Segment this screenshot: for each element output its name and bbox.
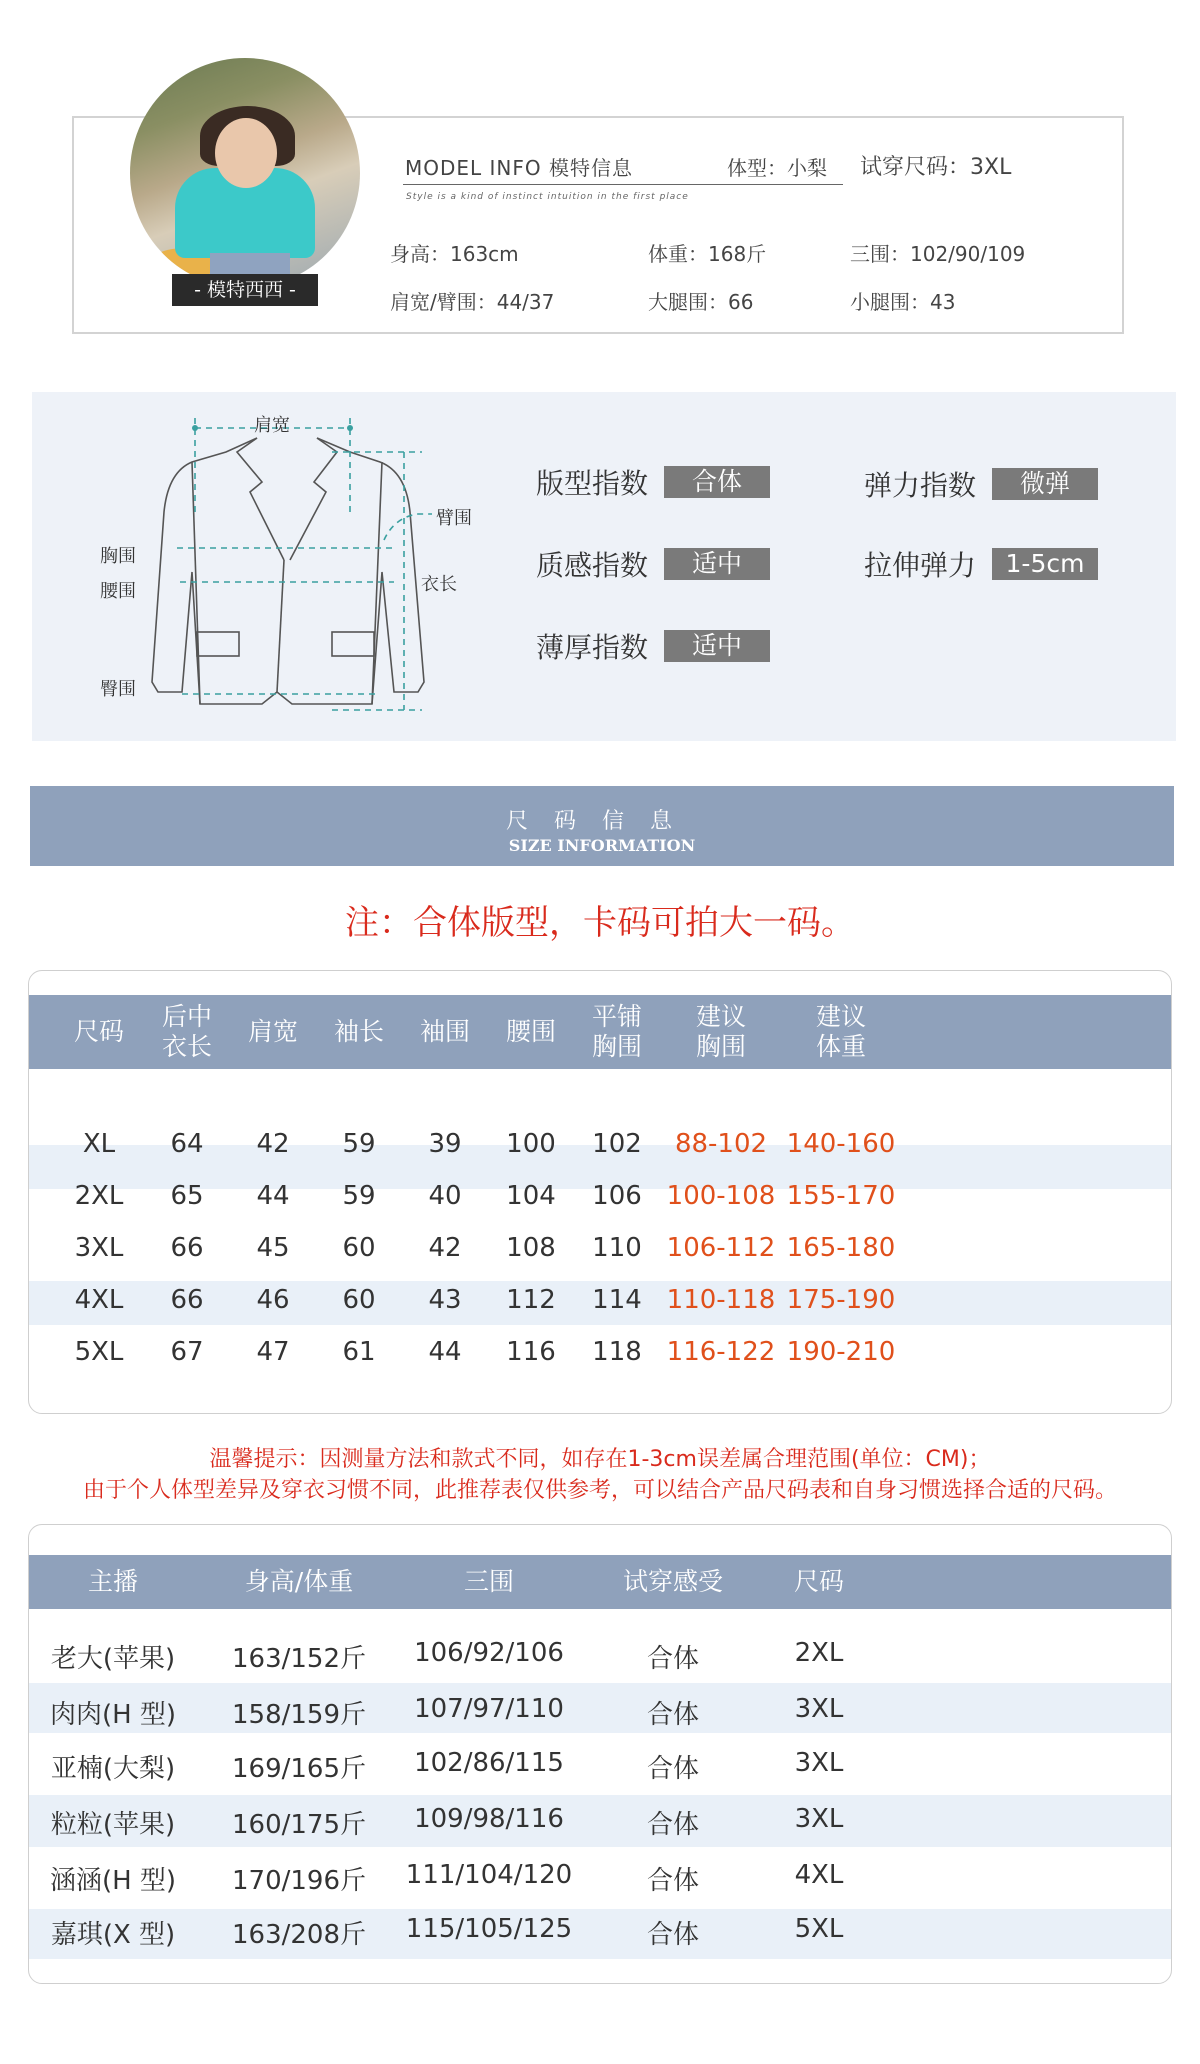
- size-cell: 44: [428, 1337, 462, 1367]
- model-body-type: 体型：小梨: [727, 156, 827, 180]
- trial-cell: 合体: [646, 1866, 699, 1896]
- diagram-length-label: 衣长: [421, 574, 457, 595]
- size-cell: 190-210: [786, 1337, 896, 1367]
- size-header-cell: 袖长: [333, 1017, 384, 1046]
- tip-line-2: 由于个人体型差异及穿衣习惯不同，此推荐表仅供参考，可以结合产品尺码表和自身习惯选择合适的尺码。: [82, 1478, 1117, 1503]
- texture-index-value: 适中: [664, 548, 770, 580]
- trial-header-cell: 三围: [463, 1567, 514, 1596]
- trial-header-cell: 身高/体重: [244, 1567, 354, 1596]
- size-cell: 67: [170, 1337, 204, 1367]
- size-cell: 140-160: [786, 1129, 896, 1159]
- size-cell: 47: [256, 1337, 290, 1367]
- elasticity-index-value: 微弹: [992, 468, 1098, 500]
- diagram-shoulder-label: 肩宽: [254, 415, 290, 436]
- trial-cell: 合体: [646, 1920, 699, 1950]
- size-cell: 100-108: [666, 1181, 776, 1211]
- model-avatar: [130, 58, 360, 288]
- trial-header-cell: 尺码: [793, 1567, 844, 1596]
- size-cell: 60: [342, 1285, 376, 1315]
- trial-cell: 合体: [646, 1700, 699, 1730]
- size-cell: 42: [428, 1233, 462, 1263]
- fabric-index-panel: [32, 392, 1176, 741]
- texture-index-label: 质感指数: [536, 549, 649, 582]
- size-table: [28, 970, 1172, 1414]
- trial-cell: 涵涵(H 型): [49, 1866, 177, 1896]
- model-weight: 体重：168斤: [648, 242, 767, 266]
- trial-cell: 111/104/120: [405, 1860, 573, 1890]
- size-cell: 100: [506, 1129, 556, 1159]
- trial-cell: 109/98/116: [414, 1804, 564, 1834]
- size-cell: 110-118: [666, 1285, 776, 1315]
- size-header-cell: 袖围: [419, 1017, 470, 1046]
- size-cell: 46: [256, 1285, 290, 1315]
- size-cell: 88-102: [674, 1129, 768, 1159]
- trial-header-cell: 试穿感受: [622, 1567, 723, 1596]
- model-trial-size: 试穿尺码：3XL: [860, 155, 1012, 180]
- size-cell: 64: [170, 1129, 204, 1159]
- model-shoulder-arm: 肩宽/臂围：44/37: [390, 290, 555, 314]
- size-cell: 116-122: [666, 1337, 776, 1367]
- trial-header-cell: 主播: [87, 1567, 138, 1596]
- size-cell: 5XL: [74, 1337, 124, 1367]
- model-calf: 小腿围：43: [850, 290, 956, 314]
- fit-index-value: 合体: [664, 466, 770, 498]
- trial-cell: 3XL: [794, 1748, 844, 1778]
- trial-cell: 4XL: [794, 1860, 844, 1890]
- size-header-cell: 肩宽: [247, 1017, 298, 1046]
- size-cell: 39: [428, 1129, 462, 1159]
- size-cell: 108: [506, 1233, 556, 1263]
- model-info-title: MODEL INFO 模特信息: [405, 156, 633, 180]
- size-cell: 165-180: [786, 1233, 896, 1263]
- trial-cell: 106/92/106: [414, 1638, 564, 1668]
- model-tagline: Style is a kind of instinct intuition in the first place: [406, 192, 689, 202]
- size-header-cell: 尺码: [73, 1017, 124, 1046]
- trial-cell: 102/86/115: [414, 1748, 564, 1778]
- model-measurements: 三围：102/90/109: [850, 242, 1026, 266]
- size-cell: 2XL: [74, 1181, 124, 1211]
- trial-cell: 115/105/125: [405, 1914, 573, 1944]
- size-cell: 61: [342, 1337, 376, 1367]
- size-info-title-en: SIZE INFORMATION: [508, 836, 696, 855]
- size-cell: 42: [256, 1129, 290, 1159]
- stretch-value: 1-5cm: [992, 548, 1098, 580]
- model-name-badge: - 模特西西 -: [172, 274, 318, 306]
- size-cell: 110: [592, 1233, 642, 1263]
- trial-cell: 158/159斤: [231, 1700, 366, 1730]
- trial-cell: 160/175斤: [231, 1810, 366, 1840]
- size-cell: 114: [592, 1285, 642, 1315]
- size-info-banner: [30, 786, 1174, 866]
- fit-note: 注：合体版型，卡码可拍大一码。: [345, 903, 855, 943]
- size-cell: 44: [256, 1181, 290, 1211]
- trial-fit-table: [28, 1524, 1172, 1984]
- size-header-cell: 平铺 胸围: [591, 1002, 642, 1061]
- trial-cell: 合体: [646, 1810, 699, 1840]
- size-header-cell: 后中 衣长: [161, 1002, 212, 1061]
- size-cell: 175-190: [786, 1285, 896, 1315]
- trial-cell: 163/208斤: [231, 1920, 366, 1950]
- trial-cell: 肉肉(H 型): [49, 1700, 177, 1730]
- size-cell: 45: [256, 1233, 290, 1263]
- trial-cell: 嘉琪(X 型): [50, 1920, 176, 1950]
- model-thigh: 大腿围：66: [648, 290, 754, 314]
- size-cell: 40: [428, 1181, 462, 1211]
- trial-cell: 老大(苹果): [50, 1644, 176, 1674]
- thickness-index-value: 适中: [664, 630, 770, 662]
- trial-cell: 2XL: [794, 1638, 844, 1668]
- stretch-label: 拉伸弹力: [864, 549, 977, 582]
- trial-cell: 合体: [646, 1754, 699, 1784]
- size-cell: 102: [592, 1129, 642, 1159]
- elasticity-index-label: 弹力指数: [864, 469, 977, 502]
- size-cell: 112: [506, 1285, 556, 1315]
- size-header-cell: 腰围: [505, 1017, 556, 1046]
- size-header-cell: 建议 体重: [815, 1002, 866, 1061]
- size-cell: 66: [170, 1233, 204, 1263]
- size-cell: 155-170: [786, 1181, 896, 1211]
- diagram-waist-label: 腰围: [100, 581, 136, 602]
- trial-cell: 亚楠(大梨): [50, 1754, 176, 1784]
- size-cell: 43: [428, 1285, 462, 1315]
- size-cell: 106: [592, 1181, 642, 1211]
- title-underline: [403, 184, 843, 185]
- size-cell: 59: [342, 1181, 376, 1211]
- diagram-arm-label: 臂围: [436, 508, 472, 529]
- fit-index-label: 版型指数: [536, 467, 649, 500]
- size-cell: 116: [506, 1337, 556, 1367]
- size-cell: 60: [342, 1233, 376, 1263]
- trial-cell: 163/152斤: [231, 1644, 366, 1674]
- size-cell: 66: [170, 1285, 204, 1315]
- size-cell: 104: [506, 1181, 556, 1211]
- trial-cell: 170/196斤: [231, 1866, 366, 1896]
- diagram-hip-label: 臀围: [100, 679, 136, 700]
- size-header-cell: 建议 胸围: [695, 1002, 746, 1061]
- size-cell: XL: [82, 1129, 116, 1159]
- size-cell: 106-112: [666, 1233, 776, 1263]
- trial-cell: 合体: [646, 1644, 699, 1674]
- size-cell: 59: [342, 1129, 376, 1159]
- trial-cell: 169/165斤: [231, 1754, 366, 1784]
- trial-cell: 3XL: [794, 1694, 844, 1724]
- size-cell: 3XL: [74, 1233, 124, 1263]
- size-cell: 118: [592, 1337, 642, 1367]
- size-info-title-cn: 尺码信息: [505, 809, 698, 834]
- thickness-index-label: 薄厚指数: [536, 631, 649, 664]
- size-cell: 65: [170, 1181, 204, 1211]
- diagram-chest-label: 胸围: [100, 546, 136, 567]
- tip-line-1: 温馨提示：因测量方法和款式不同，如存在1-3cm误差属合理范围(单位：CM)；: [209, 1447, 991, 1472]
- trial-cell: 5XL: [794, 1914, 844, 1944]
- trial-cell: 107/97/110: [414, 1694, 564, 1724]
- trial-cell: 粒粒(苹果): [50, 1810, 176, 1840]
- trial-cell: 3XL: [794, 1804, 844, 1834]
- model-height: 身高：163cm: [390, 242, 519, 266]
- size-cell: 4XL: [74, 1285, 124, 1315]
